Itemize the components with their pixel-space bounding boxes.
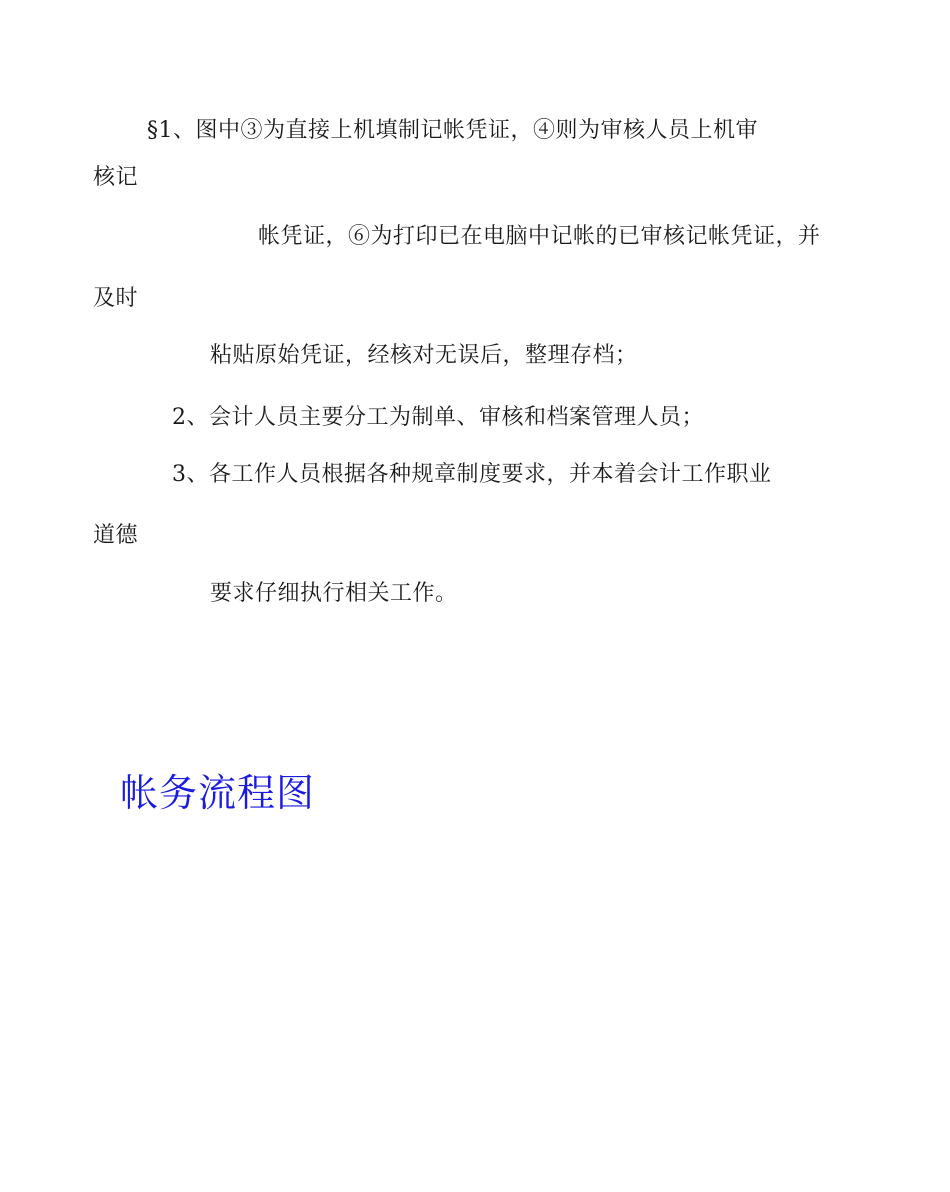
section-heading: 帐务流程图 [120, 771, 316, 815]
paragraph-line: 要求仔细执行相关工作。 [210, 581, 458, 606]
paragraph-line: 帐凭证，⑥为打印已在电脑中记帐的已审核记帐凭证，并 [258, 224, 821, 249]
paragraph-line: 及时 [93, 286, 139, 311]
paragraph-line: 2、会计人员主要分工为制单、审核和档案管理人员； [172, 405, 704, 430]
paragraph-line: 道德 [93, 523, 139, 548]
paragraph-line: 核记 [93, 165, 139, 190]
paragraph-line: §1、图中③为直接上机填制记帐凭证，④则为审核人员上机审 [147, 118, 758, 143]
paragraph-line: 粘贴原始凭证，经核对无误后，整理存档； [210, 343, 638, 368]
paragraph-line: 3、各工作人员根据各种规章制度要求，并本着会计工作职业 [172, 462, 772, 487]
